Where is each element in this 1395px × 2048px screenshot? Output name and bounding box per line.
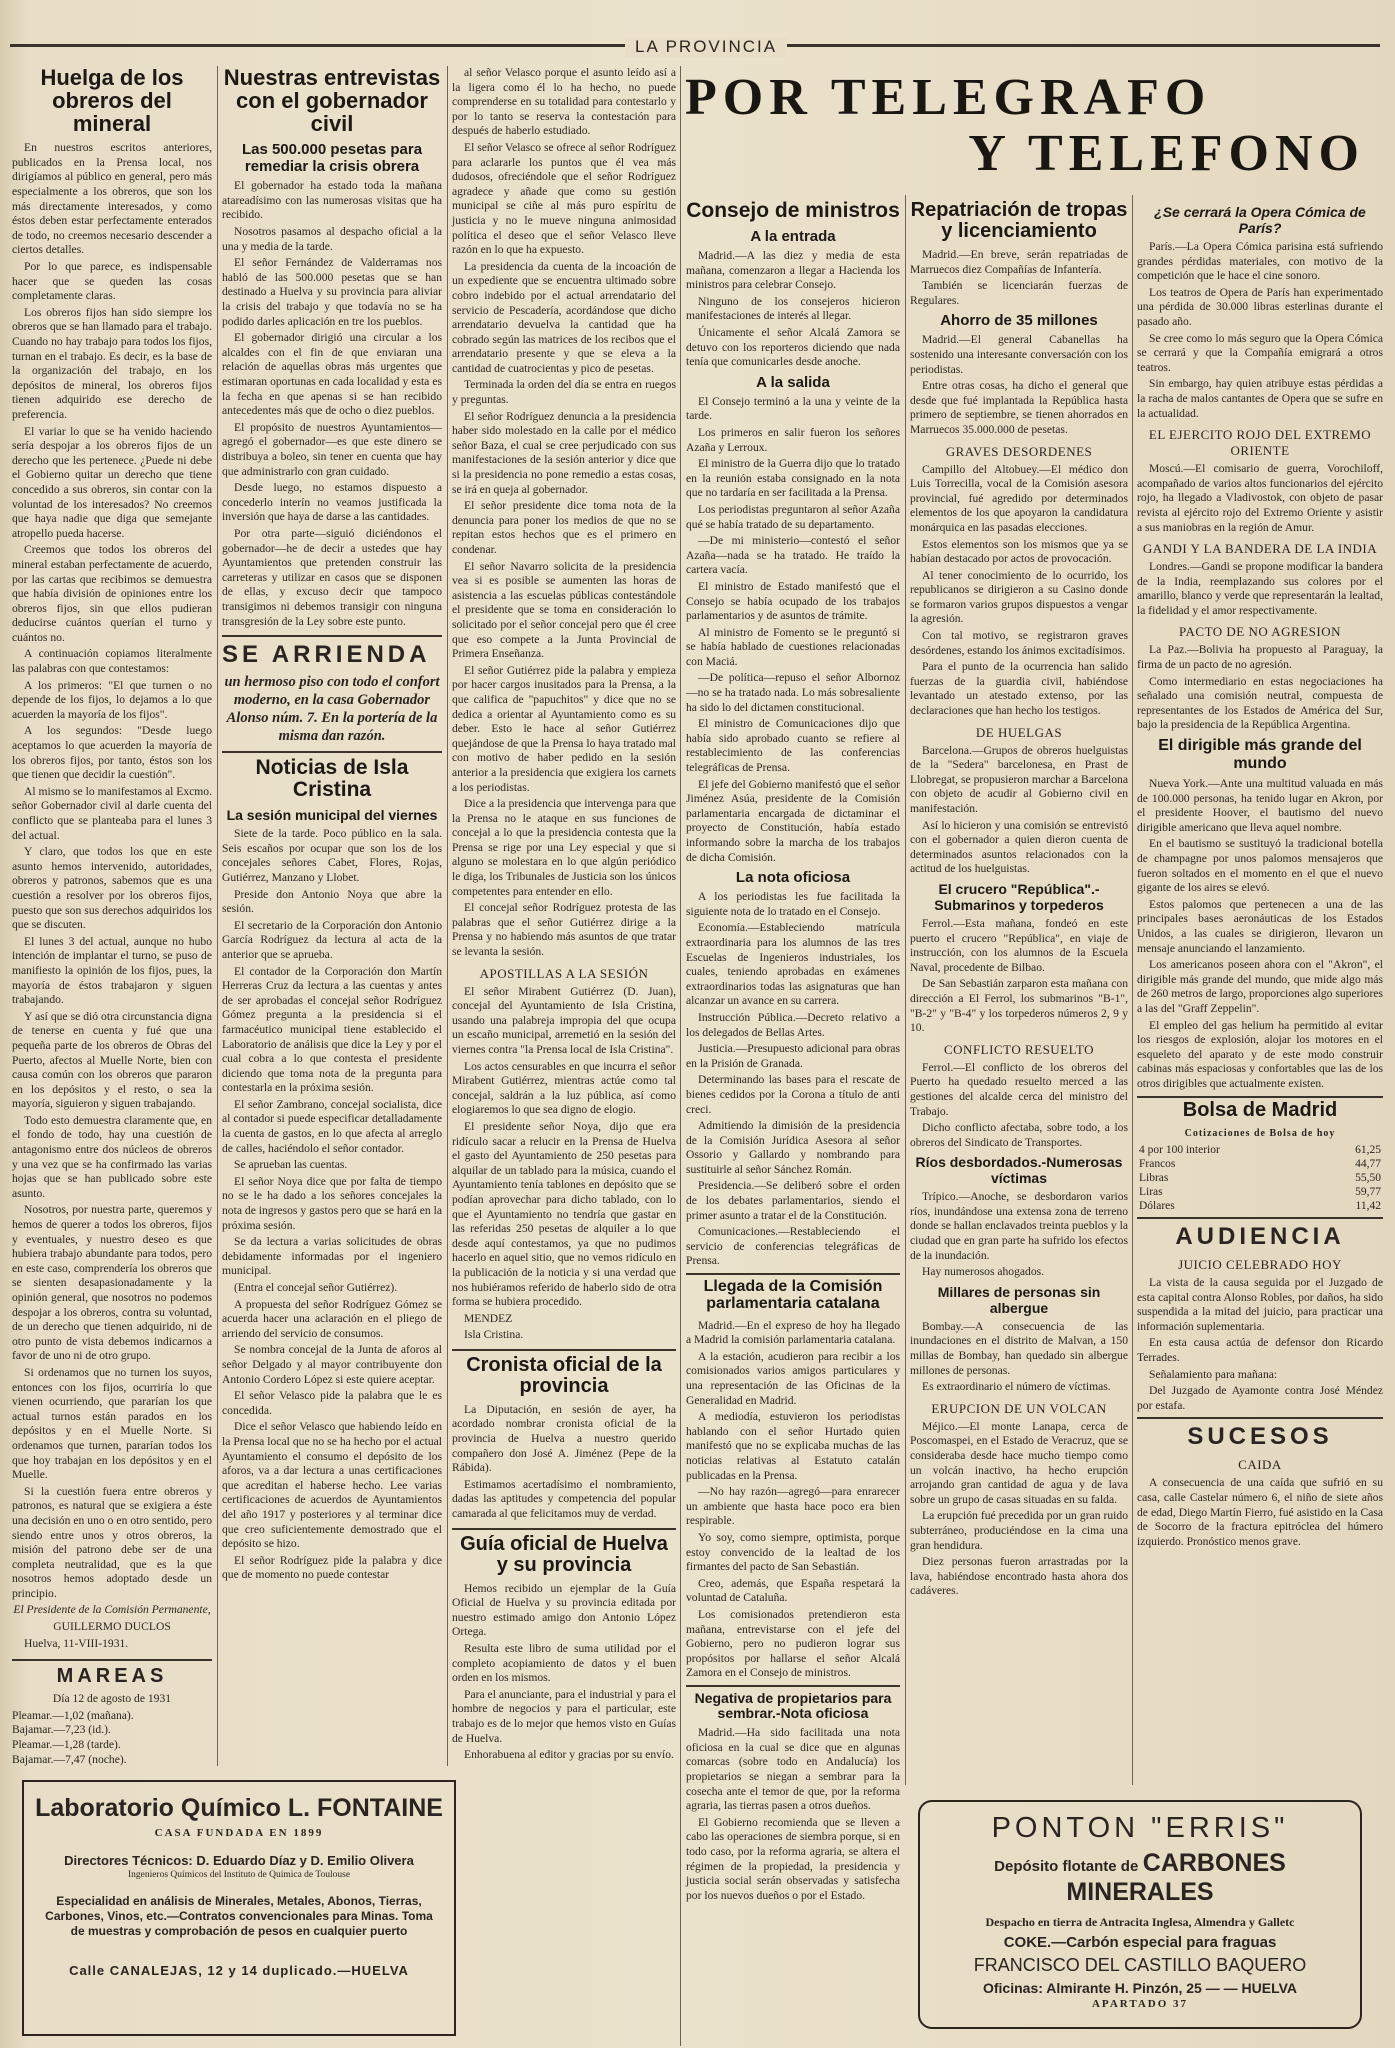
fontaine-title: Laboratorio Químico L. FONTAINE xyxy=(35,1794,443,1822)
paragraph: El concejal señor Rodríguez protesta de las palabras que el señor Gutiérrez dirige a la Prensa y no habiendo más asuntos de que tratar se levanta la sesión. xyxy=(452,901,676,959)
marea-row: Pleamar.—1,28 (tarde). xyxy=(12,1738,121,1752)
paragraph: En nuestros escritos anteriores, publicados en la Prensa local, nos dirigíamos al público en general, pero más especialmente a los obreros, que son los más directamente interesados, y como éstos deben estar perfectamente enterados de todo, no creemos necesario descender a ciertos detalles. xyxy=(12,141,212,257)
paragraph: Hemos recibido un ejemplar de la Guía Oficial de Huelva y su provincia editada por nuestro estimado amigo don Antonio López Ortega. xyxy=(452,1581,676,1639)
paragraph: Los americanos poseen ahora con el "Akron", el dirigible más grande del mundo, que mide algo más de 260 metros de largo, proporciones algo superiores a las del "Graff Zeppelin". xyxy=(1137,958,1383,1015)
paragraph: Dice el señor Velasco que habiendo leído en la Prensa local que no se ha hecho por el actual Ayuntamiento el consumo el depósito de los aforos, va a dar lectura a unas certificaciones que acreditan el haberse hecho. Lee varias certificaciones de acuerdos de Ayuntamientos del año 1917 y posteriores y al terminar dice que creo suficientemente demostrado que el depósito se hizo. xyxy=(222,1420,442,1551)
paragraph: A continuación copiamos literalmente las palabras con que contestamos: xyxy=(12,647,212,676)
column-4 xyxy=(686,199,900,1902)
mareas-date: Día 12 de agosto de 1931 xyxy=(52,1692,172,1706)
article-title-entrevistas: Nuestras entrevistas con el gobernador civil xyxy=(223,65,441,137)
fontaine-directors-sub: Ingenieros Químicos del Instituto de Química de Toulouse xyxy=(127,1870,351,1880)
erris-line-1: Despacho en tierra de Antracita Inglesa, Almendra y Galletc xyxy=(985,1915,1295,1929)
erris-line-3: FRANCISCO DEL CASTILLO BAQUERO xyxy=(973,1955,1307,1975)
opera-body xyxy=(1137,240,1383,421)
paragraph: La erupción fué precedida por un gran ruido subterráneo, produciéndose en la cima una gran hendidura. xyxy=(910,1509,1128,1552)
paragraph: —De política—repuso el señor Albornoz—no se ha tratado nada. Lo más sobresaliente ha sido lo del dictamen constitucional. xyxy=(686,671,900,714)
masthead-title: LA PROVINCIA xyxy=(625,37,787,57)
llegada-body xyxy=(686,1319,900,1681)
paragraph: Madrid.—En breve, serán repatriadas de Marruecos diez Compañías de Infantería. xyxy=(910,248,1128,276)
audiencia-title: AUDIENCIA xyxy=(1175,1223,1345,1251)
paragraph: El propósito de nuestros Ayuntamientos—agregó el gobernador—es que este dinero se distribuya a boleo, sin tener en cuenta que hay que administrarlo con gran cuidado. xyxy=(222,420,442,478)
paragraph: Comunicaciones.—Restableciendo el servicio de conferencias telegráficas de Prensa. xyxy=(686,1225,900,1268)
article-body-guia xyxy=(452,1582,676,1763)
ad-text-se-arrienda: un hermoso piso con todo el confort moderno, en la casa Gobernador Alonso núm. 7. En la portería de la misma dan razón. xyxy=(224,674,440,745)
paragraph: En esta causa actúa de defensor don Ricardo Terrades. xyxy=(1137,1336,1383,1365)
paragraph: Por lo que parece, es indispensable hacer que se queden las cosas completamente claras. xyxy=(12,260,212,303)
bolsa-label: Libras xyxy=(1139,1172,1169,1185)
bolsa-row xyxy=(1137,1185,1383,1199)
paragraph: De San Sebastián zarparon esta mañana con dirección a El Ferrol, los submarinos "B-1", "B-2" y "B-4" y los torpederos números 2, 9 y 10. xyxy=(910,977,1128,1035)
paragraph: A los segundos: "Desde luego aceptamos lo que acuerden la mayoría de los obreros fijos, por tanto, éstos son los que tienen que decidir la cuestión". xyxy=(12,724,212,782)
marea-row: Pleamar.—1,02 (mañana). xyxy=(12,1708,134,1722)
article-title-llegada: Llegada de la Comisión parlamentaria catalana xyxy=(703,1278,883,1312)
masthead-rule xyxy=(10,37,1380,61)
subtitle-salida: A la salida xyxy=(756,373,830,391)
dirigible-body xyxy=(1137,777,1383,1091)
bolsa-value: 11,42 xyxy=(1355,1200,1381,1213)
paragraph: A propuesta del señor Rodríguez Gómez se acuerda hacer una aclaración en el pliego de arriendo del servicio de consumos. xyxy=(222,1297,442,1340)
paragraph: Preside don Antonio Noya que abre la sesión. xyxy=(222,887,442,916)
column-5 xyxy=(910,200,1128,1790)
negativa-body xyxy=(686,1726,900,1903)
paragraph: Diez personas fueron arrastradas por la lava, habiéndose encontrado hasta ahora dos cadáveres. xyxy=(910,1555,1128,1598)
article-body-entrevistas xyxy=(222,179,442,629)
paragraph: Al tener conocimiento de lo ocurrido, los republicanos se dirigieron a su Casino donde se formaron varios grupos dispuestos a vengar la agresión. xyxy=(910,568,1128,626)
paragraph: Madrid.—A las diez y media de esta mañana, comenzaron a llegar a Hacienda los ministros para celebrar Consejo. xyxy=(686,249,900,292)
paragraph: Ferrol.—Esta mañana, fondeó en este puerto el crucero "República", en viaje de instrucción, con los alumnos de la Escuela Naval, procedente de Bilbao. xyxy=(910,916,1128,974)
paragraph: Únicamente el señor Alcalá Zamora se detuvo con los reporteros diciendo que nada tenía que comunicarles desde anoche. xyxy=(686,326,900,369)
bolsa-label: Francos xyxy=(1139,1158,1176,1171)
erris-line-2: COKE.—Carbón especial para fraguas xyxy=(1003,1934,1277,1951)
paragraph: El Consejo terminó a la una y veinte de la tarde. xyxy=(686,394,900,423)
juicio-title: JUICIO CELEBRADO HOY xyxy=(1178,1257,1342,1273)
erris-subtitle-a: Depósito flotante de xyxy=(994,1858,1139,1875)
paragraph: Instrucción Pública.—Decreto relativo a los delegados de Bellas Artes. xyxy=(686,1010,900,1039)
marea-row: Bajamar.—7,23 (id.). xyxy=(12,1723,111,1737)
paragraph: Enhorabuena al editor y gracias por su envío. xyxy=(464,1748,674,1762)
column-divider xyxy=(905,195,906,1785)
paragraph: Todo esto demuestra claramente que, en el fondo de todo, hay una cuestión de antagonismo entre dos núcleos de obreros y una vez que se ha confirmado las varias hojas que se han publicado sobre este asunto. xyxy=(12,1113,212,1200)
audiencia-body xyxy=(1137,1276,1383,1413)
paragraph: El señor Velasco se ofrece al señor Rodríguez para aclararle los puntos que él vea más dudosos, ofreciéndole que el señor Rodríguez agradece y añade que como su gestión municipal se ciñe al más puro espíritu de justicia y no le mueve ninguna animosidad política el deseo que el señor Velasco lleve razón en lo que ha expuesto. xyxy=(452,140,676,257)
paragraph: La vista de la causa seguida por el Juzgado de esta capital contra Alonso Robles, por daños, ha sido suspendida a la mitad del juicio, para practicar una información suplementaria. xyxy=(1137,1276,1383,1333)
bolsa-label: 4 por 100 interior xyxy=(1139,1144,1220,1157)
subtitle-crucero: El crucero "República".-Submarinos y torpederos xyxy=(934,880,1104,913)
paragraph: Como intermediario en estas negociaciones ha señalado una comisión neutral, compuesta de representantes de los Estados de América del Sur, bajo la presidencia de la República Argentina. xyxy=(1137,674,1383,732)
column-3 xyxy=(452,66,676,2046)
paragraph: Creo, además, que España respetará la voluntad de Cataluña. xyxy=(686,1576,900,1605)
repatriacion-body xyxy=(910,248,1128,308)
paragraph: al señor Velasco porque el asunto leído así a la ligera como él lo ha hecho, no puede comprenderse en su totalidad para contestarlo y por lo tanto se reserva la contestación para después de haberlo estudiado. xyxy=(452,66,676,138)
paragraph: El señor presidente dice toma nota de la denuncia para poner los medios de que no se repitan estos hechos que es el primero en condenar. xyxy=(452,499,676,556)
paragraph: Determinando las bases para el rescate de bienes cedidos por la Corona a título de anti creci. xyxy=(686,1073,900,1116)
paragraph: Ferrol.—El conflicto de los obreros del Puerto ha quedado resuelto merced a las gestiones del alcalde cerca del ministro del Trabajo. xyxy=(910,1060,1128,1118)
paragraph: Estos elementos son los mismos que ya se habían destacado por actos de provocación. xyxy=(910,537,1128,566)
ad-laboratorio-fontaine xyxy=(22,1780,456,2036)
erris-line-5: APARTADO 37 xyxy=(1091,1998,1189,2010)
paragraph: Londres.—Gandi se propone modificar la bandera de la India, reemplazando sus colores por el amarillo, blanco y verde que representarán la lealtad, la fidelidad y el amor respectivamente. xyxy=(1137,560,1383,617)
paragraph: Isla Cristina. xyxy=(464,1328,524,1342)
ejercito-body xyxy=(1137,462,1383,535)
subtitle-ejercito: EL EJERCITO ROJO DEL EXTREMO ORIENTE xyxy=(1148,427,1372,459)
conflicto-body xyxy=(910,1061,1128,1151)
paragraph: Para el punto de la ocurrencia han salido fuerzas de la guardia civil, habiéndose levantado un atestado extenso, por las declaraciones que han hecho los testigos. xyxy=(910,660,1128,718)
paragraph: A mediodía, estuvieron los periodistas hablando con el señor Hurtado quien manifestó que no se explicaba muchas de las noticias relativas al Estatuto catalán publicadas en la Prensa. xyxy=(686,1410,900,1482)
paragraph: El gobernador ha estado toda la mañana atareadísimo con las numerosas visitas que ha recibido. xyxy=(222,179,442,222)
paragraph: El jefe del Gobierno manifestó que el señor Jiménez Asúa, presidente de la Comisión parlamentaria encargada de dictaminar el proyecto de Constitución, había estado informando sobre la marcha de los trabajos de dicha Comisión. xyxy=(686,777,900,864)
paragraph: Los obreros fijos han sido siempre los obreros que se han llamado para el trabajo. Cuando no hay trabajo para todos los fijos, turnan en el trabajo. Es decir, es la base de la organización del trabajo, en los depósitos de mineral, los obreros fijos tienen adquirido ese derecho de preferencia. xyxy=(12,305,212,421)
paragraph: El señor Gutiérrez pide la palabra y empieza por hacer cargos inusitados para la Prensa, a la que califica de "papuchitos" y dice que no se dedica a orientar al Ayuntamiento como es su deber. Esto le hace al señor Gutiérrez quejándose de que la Prensa lo haya tratado mal con motivo de haber pedido en la sesión anterior a la presidencia que exigiera los carnets a los periodistas. xyxy=(452,663,676,794)
graves-body xyxy=(910,463,1128,719)
paragraph: A la estación, acudieron para recibir a los comisionados varios amigos particulares y una representación de las Oficinas de la Generalidad en Madrid. xyxy=(686,1349,900,1407)
column-6 xyxy=(1137,200,1383,1790)
paragraph: Barcelona.—Grupos de obreros huelguistas de la "Sedera" barcelonesa, en Prast de Llobregat, se propusieron marchar a Barcelona con objeto de acudir al Gobierno civil en manifestación. xyxy=(910,743,1128,815)
paragraph: El señor Rodríguez pide la palabra y dice que de momento no puede contestar xyxy=(222,1553,442,1582)
paragraph: El lunes 3 del actual, aunque no hubo intención de implantar el turno, se puso de manifiesto la opinión de los fijos, pues, la mayoría de éstos trabajaron y siguen trabajando. xyxy=(12,934,212,1007)
marea-row: Bajamar.—7,47 (noche). xyxy=(12,1752,127,1766)
paragraph: Nueva York.—Ante una multitud valuada en más de 100.000 personas, ha tenido lugar en Akron, por el presidente Hoover, el bautismo del nuevo dirigible americano que lleva aquel nombre. xyxy=(1137,777,1383,834)
subtitle-erupcion: ERUPCION DE UN VOLCAN xyxy=(931,1400,1107,1416)
paragraph: Los actos censurables en que incurra el señor Mirabent Gutiérrez, mientras actúe como tal concejal, saldrán a la luz pública, así como elogiaremos lo que sea digno de elogio. xyxy=(452,1059,676,1117)
mareas-list xyxy=(12,1709,212,1767)
signature-name: GUILLERMO DUCLOS xyxy=(53,1620,171,1634)
subtitle-entrada: A la entrada xyxy=(750,228,836,246)
bolsa-row xyxy=(1137,1199,1383,1213)
paragraph: Al mismo se lo manifestamos al Excmo. señor Gobernador civil al darle cuenta del conflicto que se planteaba para el lunes 3 del actual. xyxy=(12,784,212,842)
paragraph: El señor Zambrano, concejal socialista, dice al contador si puede especificar detalladamente la cuenta de gastos, en lo que afecta al arreglo de calles, haciéndolo el señor contador. xyxy=(222,1097,442,1155)
bolsa-table xyxy=(1137,1143,1383,1213)
article-title-cronista: Cronista oficial de la provincia xyxy=(466,1353,662,1397)
paragraph: Es extraordinario el número de víctimas. xyxy=(922,1380,1111,1394)
subtitle-huelgas: DE HUELGAS xyxy=(975,724,1063,740)
subtitle-ahorro: Ahorro de 35 millones xyxy=(940,312,1098,330)
paragraph: Madrid.—Ha sido facilitada una nota oficiosa en la cual se dice que en algunas comarcas (sobre todo en Andalucía) los propietarios se niegan a sembrar para la cosecha ante el temor de que, por la reforma agraria, las tierras pasen a otros dueños. xyxy=(686,1726,900,1813)
paragraph: El señor Velasco pide la palabra que le es concedida. xyxy=(222,1389,442,1417)
salida-body xyxy=(686,395,900,865)
subtitle-millares: Millares de personas sin albergue xyxy=(937,1283,1101,1316)
paragraph: Si la cuestión fuera entre obreros y patronos, es natural que se exigiera a éste una decisión en uno o en otro sentido, pero siendo entre unos y otros obreros, la misión del patrono debe ser de una completa neutralidad, que es la que nosotros hemos adoptado desde un principio. xyxy=(12,1484,212,1600)
pacto-body xyxy=(1137,643,1383,733)
bolsa-row xyxy=(1137,1143,1383,1157)
paragraph: Para el anunciante, para el industrial y para el hombre de negocios y para el particular, este trabajo es de lo mejor que hemos visto en Guías de Huelva. xyxy=(452,1687,676,1745)
rios-body xyxy=(910,1190,1128,1280)
paragraph: —No hay razón—agregó—para enrarecer un ambiente que hasta hace poco era bien respirable. xyxy=(686,1485,900,1528)
article-subtitle-isla: La sesión municipal del viernes xyxy=(226,807,438,824)
fontaine-specialty: Especialidad en análisis de Minerales, Metales, Abonos, Tierras, Carbones, Vinos, etc.—Contratos convencionales para Minas. Toma de muestras y comprobación de pesos en cualquier puerto xyxy=(45,1894,433,1938)
paragraph: Dicho conflicto afectaba, sobre todo, a los obreros del Sindicato de Transportes. xyxy=(910,1121,1128,1149)
nota-body xyxy=(686,890,900,1269)
paragraph: Se nombra concejal de la Junta de aforos al señor Delgado y al mayor contribuyente don Antonio Cordero López si este quiere aceptar. xyxy=(222,1343,442,1386)
paragraph: Desde luego, no estamos dispuesto a concederlo interín no veamos justificada la inversión que haya de darse a las cantidades. xyxy=(222,481,442,524)
paragraph: El señor Fernández de Valderramas nos habló de las 500.000 pesetas que se han destinado a Huelva y su provincia para aliviar la crisis del trabajo y que todavía no se ha podido darles aplicación en tre los pueblos. xyxy=(222,256,442,328)
article-title-huelga: Huelga de los obreros del mineral xyxy=(40,65,184,137)
paragraph: Resulta este libro de suma utilidad por el completo acopiamiento de datos y el buen orden en los mismos. xyxy=(452,1642,676,1685)
sucesos-body xyxy=(1137,1476,1383,1549)
paragraph: —De mi ministerio—contestó el señor Azaña—nada se ha tratado. He traído la cartera vacía. xyxy=(686,534,900,577)
paragraph: Los primeros en salir fueron los señores Azaña y Lerroux. xyxy=(686,425,900,454)
paragraph: Así lo hicieron y una comisión se entrevistó con el gobernador a quien dieron cuenta de determinados asuntos relacionados con la actitud de los huelguistas. xyxy=(910,818,1128,876)
article-subtitle-entrevistas: Las 500.000 pesetas para remediar la crisis obrera xyxy=(241,141,423,176)
column-divider xyxy=(447,66,448,1766)
paragraph: Justicia.—Presupuesto adicional para obras en la Prisión de Granada. xyxy=(686,1042,900,1070)
paragraph: Economía.—Estableciendo matrícula extraordinaria para los alumnos de las tres Escuelas de Ingenieros industriales, los cuales, teniendo aprobadas en exámenes extraordinarios todas las asignaturas que han alcanzar un avance en su carrera. xyxy=(686,921,900,1008)
paragraph: En el bautismo se sustituyó la tradicional botella de champagne por unos palomos mensajeros que fueron soltados en el momento en el que el nuevo gigante de los aires se elevó. xyxy=(1137,837,1383,895)
paragraph: Entre otras cosas, ha dicho el general que desde que fué implantada la República hasta primero de septiembre, se tienen ahorrados en Marruecos 35.000.000 de pesetas. xyxy=(910,379,1128,436)
paragraph: Los teatros de Opera de París han experimentado una pérdida de 30.000 libras esterlinas durante el pasado año. xyxy=(1137,285,1383,328)
paragraph: A los periodistas les fue facilitada la siguiente nota de lo tratado en el Consejo. xyxy=(686,890,900,918)
fontaine-founded: CASA FUNDADA EN 1899 xyxy=(154,1827,324,1839)
paragraph: Por otra parte—siguió diciéndonos el gobernador—he de decir a ustedes que hay Ayuntamientos que pretenden construir las carreteras y utilizar en casos que se disponen de ellas, y excuso decir que tampoco transigimos ni debemos transigir con ninguna transgresión de la Ley sobre este punto. xyxy=(222,526,442,628)
banner-line-1: POR TELEGRAFO xyxy=(685,69,1212,126)
bolsa-title: Bolsa de Madrid xyxy=(1182,1098,1338,1121)
paragraph: Si ordenamos que no turnen los suyos, entonces con los fijos, ocurriría lo que vienen ocurriendo, que pararían los que actual turnos están parados en los depósitos y en el Muelle Norte. Si ordenamos que turnen, pararían todos los que hoy trabajan en los depósitos y en el Muelle. xyxy=(12,1365,212,1482)
paragraph: Se da lectura a varias solicitudes de obras debidamente informadas por el ingeniero municipal. xyxy=(222,1235,442,1278)
paragraph: Madrid.—En el expreso de hoy ha llegado a Madrid la comisión parlamentaria catalana. xyxy=(686,1318,900,1347)
fontaine-directors: Directores Técnicos: D. Eduardo Díaz y D. Emilio Olivera xyxy=(64,1853,414,1868)
ahorro-body xyxy=(910,333,1128,437)
paragraph: Bombay.—A consecuencia de las inundaciones en el distrito de Malvan, a 150 millas de Bombay, han quedado sin albergue millones de personas. xyxy=(910,1319,1128,1377)
paragraph: Estos palomos que pertenecen a una de las principales bases aeronáuticas de los Estados Unidos, a las cuales se dirigieron, llevaron un mensaje anunciando el lanzamiento. xyxy=(1137,897,1383,955)
paragraph: La Diputación, en sesión de ayer, ha acordado nombrar cronista oficial de la provincia de Huelva a nuestro querido compañero don José A. Jiménez (Pepe de la Rábida). xyxy=(452,1402,676,1475)
erupcion-body xyxy=(910,1420,1128,1599)
subtitle-nota: La nota oficiosa xyxy=(735,869,851,887)
paragraph: Estimamos acertadísimo el nombramiento, dadas las aptitudes y competencia del popular camarada al que felicitamos muy de verdad. xyxy=(452,1477,676,1521)
signature-role: El Presidente de la Comisión Permanente, xyxy=(13,1603,211,1617)
apostillas-body xyxy=(452,985,676,1343)
paragraph: El variar lo que se ha venido haciendo sería despojar a los obreros fijos de un derecho que les pertenece. ¿Puede ni debe el Gobierno quitar un derecho que tiene concedido a sus obreros, sin contar con la voluntad de los interesados? No creemos que haya nadie que diga que semejante atropello pueda hacerse. xyxy=(12,424,212,540)
bolsa-header: Cotizaciones de Bolsa de hoy xyxy=(1184,1127,1336,1139)
paragraph: Admitiendo la dimisión de la presidencia de la Comisión Jurídica Asesora al señor Ossorio y Gallardo y nombrando para sustituirle al señor Sánchez Román. xyxy=(686,1119,900,1176)
bolsa-value: 44,77 xyxy=(1355,1158,1381,1171)
paragraph: Del Juzgado de Ayamonte contra José Méndez por estafa. xyxy=(1137,1384,1383,1412)
article-title-negativa: Negativa de propietarios para sembrar.-Nota oficiosa xyxy=(694,1689,892,1721)
article-title-guia: Guía oficial de Huelva y su provincia xyxy=(460,1532,668,1576)
paragraph: Presidencia.—Se deliberó sobre el orden de los debates parlamentarios, siendo el primer asunto a tratar el de la Constitución. xyxy=(686,1179,900,1222)
article-title-opera: ¿Se cerrará la Opera Cómica de París? xyxy=(1154,204,1366,236)
column-divider xyxy=(217,66,218,1766)
paragraph: El ministro de Estado manifestó que el Consejo se había ocupado de los trabajos parlamentarios y de asuntos de trámite. xyxy=(686,579,900,623)
bolsa-row xyxy=(1137,1171,1383,1185)
paragraph: El Gobierno recomienda que se lleven a cabo las operaciones de siembra porque, si en todo caso, por la reforma agraria, se altera el régimen de la propiedad, la presidencia y justicia social serán observadas y satisfecha por los nuevos dueños o por el Estado. xyxy=(686,1815,900,1902)
paragraph: Trípico.—Anoche, se desbordaron varios ríos, inundándose una extensa zona de terreno donde se hallan enclavados treinta pueblos y la ciudad que en gran parte ha sufrido los efectos de la inundación. xyxy=(910,1190,1128,1262)
gandi-body xyxy=(1137,560,1383,618)
paragraph: Nosotros, por nuestra parte, queremos y hemos de querer a todos los obreros, fijos y eventuales, y nuestro deseo es que hubiera trabajo abundante para todos, pero en este caso, comprendería los obreros que se sienten desapasionadamente y la opinión general, que nosotros no podemos despojar a los obreros, contra su voluntad, de un derecho que tienen adquirido, ni de otro punto de vista debemos indicarnos a favor de uno ni de otro grupo. xyxy=(12,1203,212,1363)
paragraph: Creemos que todos los obreros del mineral estaban perfectamente de acuerdo, por las cartas que recibimos se demuestra que había división de opiniones entre los obreros fijos, sin que ellos pudieran deducirse cuántos querían el turno y cuántos no. xyxy=(12,543,212,644)
signature-date: Huelva, 11-VIII-1931. xyxy=(24,1636,129,1650)
bolsa-row xyxy=(1137,1157,1383,1171)
erris-title: PONTON "ERRIS" xyxy=(991,1812,1289,1844)
bolsa-value: 59,77 xyxy=(1355,1186,1381,1199)
paragraph: Dice a la presidencia que intervenga para que la Prensa no le ataque en sus funciones de concejal a lo que la presidencia contesta que la Prensa se rige por una Ley especial y que si alguno se molestara en lo que algún periódico le diga, los Tribunales de Justicia son los únicos competentes para entender en ello. xyxy=(452,797,676,898)
article-body-isla xyxy=(222,827,442,1583)
paragraph: Campillo del Altobuey.—El médico don Luis Torrecilla, vocal de la Comisión asesora provincial, fué agredido por determinados elementos de los que apoyaron la candidatura monárquica en las pasadas elecciones. xyxy=(910,462,1128,534)
bolsa-value: 55,50 xyxy=(1355,1172,1381,1185)
paragraph: El presidente señor Noya, dijo que era ridículo sacar a relucir en la Prensa de Huelva el gasto del Ayuntamiento de 250 pesetas para alquilar de un tablado para la música, cuando el Ayuntamiento tenía tablones en depósito que se podían aprovechar para dicho tablado, con lo que el Ayuntamiento no tendría que gastar en las referidas 250 pesetas de alquiler a lo que desde aquí contestamos, ya que no pudimos hacerlo en aquel sitio, que no vemos ridículo en la publicación de la noticia y si una verdad que nos hubiéramos referido de haberlo sido de otra forma se hubiera procedido. xyxy=(452,1119,676,1309)
apostillas-title: APOSTILLAS A LA SESIÓN xyxy=(479,965,649,981)
column-divider xyxy=(1132,195,1133,1785)
bolsa-value: 61,25 xyxy=(1355,1144,1381,1157)
paragraph: A los primeros: "El que turnen o no depende de los fijos, lo dejamos a lo que acuerden la mayoría de los fijos". xyxy=(12,678,212,721)
article-title-isla: Noticias de Isla Cristina xyxy=(255,756,409,802)
paragraph: Méjico.—El monte Lanapa, cerca de Poscomaspei, en el Estado de Veracruz, que se consideraba desde hace mucho tiempo como un volcán inactivo, ha hecho erupción arrojando gran cantidad de agua y de lava sobre un grupo de casas situadas en su falda. xyxy=(910,1419,1128,1506)
paragraph: Al ministro de Fomento se le preguntó si se había hablado de cuestiones relacionadas con Maciá. xyxy=(686,625,900,668)
subtitle-pacto: PACTO DE NO AGRESION xyxy=(1178,624,1342,640)
paragraph: El señor Navarro solicita de la presidencia vea si es posible se aumenten las horas de asistencia a las escuelas públicas contestándole el presidente que se toma en consideración lo solicitado por el señor concejal pero que él cree que eso compete a la Junta Provincial de Primera Enseñanza. xyxy=(452,559,676,661)
subtitle-gandi: GANDI Y LA BANDERA DE LA INDIA xyxy=(1142,541,1378,557)
article-body-isla-cont xyxy=(452,66,676,960)
paragraph: Los periodistas preguntaron al señor Azaña qué se había tratado de su departamento. xyxy=(686,502,900,531)
caida-title: CAIDA xyxy=(1238,1457,1282,1473)
paragraph: Los comisionados pretendieron esta mañana, entrevistarse con el jefe del Gobierno, pero no pudieron lograr sus propósitos por hallarse el señor Alcalá Zamora en el Consejo de ministros. xyxy=(686,1607,900,1680)
huelgas-body xyxy=(910,744,1128,877)
paragraph: El señor Noya dice que por falta de tiempo no se le ha dado a los señores concejales la nota de ingresos y gastos pero que se hará en la próxima sesión. xyxy=(222,1174,442,1232)
subtitle-rios: Ríos desbordados.-Numerosas víctimas xyxy=(915,1154,1123,1187)
article-title-consejo: Consejo de ministros xyxy=(686,199,900,222)
paragraph: El gobernador dirigió una circular a los alcaldes con el fin de que enviaran una relación de aquellas obras más urgentes que estimaran oportunas en cada localidad y esta es la fecha en que apenas si se han recibido antecedentes más que de ocho o diez pueblos. xyxy=(222,331,442,418)
paragraph: Yo soy, como siempre, optimista, porque estoy convencido de la lealtad de los firmantes del pacto de San Sebastián. xyxy=(686,1530,900,1574)
column-2 xyxy=(222,66,442,1766)
article-title-repatriacion: Repatriación de tropas y licenciamiento xyxy=(910,199,1128,242)
paragraph: Hay numerosos ahogados. xyxy=(922,1265,1045,1279)
paragraph: Con tal motivo, se registraron graves desórdenes, estando los ánimos excitadísimos. xyxy=(910,629,1128,657)
paragraph: El secretario de la Corporación don Antonio García Rodríguez da lectura al acta de la anterior que se aprueba. xyxy=(222,918,442,961)
paragraph: El ministro de Comunicaciones dijo que había sido aprobado cuanto se refiere al restablecimiento de las conferencias telegráficas de Prensa. xyxy=(686,717,900,775)
paragraph: Y así que se dió otra circunstancia digna de tenerse en cuenta y fué que una pequeña parte de los obreros de Obras del Puerto, afectos al Muelle Norte, bien con causa común con los obreros que pararon en los depósitos y el resto, o sea la mayoría, siguieron y siguen trabajando. xyxy=(12,1009,212,1111)
paragraph: Madrid.—El general Cabanellas ha sostenido una interesante conversación con los periodistas. xyxy=(910,333,1128,376)
section-banner-telegrafo xyxy=(685,68,1375,188)
paragraph: Siete de la tarde. Poco público en la sala. Seis escaños por ocupar que son los de los concejales señores Cabet, Flores, Rojas, Gutiérrez, Manzano y Llobet. xyxy=(222,827,442,884)
paragraph: París.—La Opera Cómica parisina está sufriendo grandes pérdidas materiales, con motivo de la competición que le hace el cine sonoro. xyxy=(1137,240,1383,283)
paragraph: Moscú.—El comisario de guerra, Vorochiloff, acompañado de varios altos funcionarios del ejército rojo, ha llegado a Vladivostok, con objeto de pasar revista al ejército rojo del Extremo Oriente y asistir a sus maniobras en la región de Amur. xyxy=(1137,462,1383,534)
paragraph: MENDEZ xyxy=(464,1311,513,1325)
paragraph: A consecuencia de una caída que sufrió en su casa, calle Castelar número 6, el niño de siete años de edad, Diego Martín Fierro, fué asistido en la Casa de Socorro de la fractura epitróclea del húmero izquierdo. Pronóstico menos grave. xyxy=(1137,1476,1383,1548)
paragraph: El contador de la Corporación don Martín Herreras Cruz da lectura a las cuentas y antes de ser aprobadas el concejal señor Rodríguez Gómez pregunta a la presidencia si el farmacéutico municipal tiene establecido el Laboratorio de análisis que dice la Ley y por el cual cobra a lo que contesta el presidente diciendo que toma nota de la pregunta para contestarla en la próxima sesión. xyxy=(222,964,442,1095)
mareas-title: MAREAS xyxy=(56,1665,168,1688)
paragraph: Se cree como lo más seguro que la Opera Cómica se cerrará y que la Compañía emigrará a otros teatros. xyxy=(1137,331,1383,374)
paragraph: El señor Rodríguez denuncia a la presidencia haber sido molestado en la calle por el médico señor Baza, el cual se cree perjudicado con sus manifestaciones de la sesión anterior y dice que si la presidencia no pone remedio a estas cosas, se irá en queja al gobernador. xyxy=(452,409,676,496)
article-body-cronista xyxy=(452,1403,676,1522)
paragraph: El empleo del gas helium ha permitido al evitar los riesgos de explosión, alojar los motores en el esqueleto del aparato y de este modo construir cabinas más espaciosas y confortables que las de los otros dirigibles que actualmente existen. xyxy=(1137,1018,1383,1090)
millares-body xyxy=(910,1320,1128,1395)
paragraph: (Entra el concejal señor Gutiérrez). xyxy=(234,1281,398,1294)
bolsa-label: Dólares xyxy=(1139,1200,1175,1213)
entrada-body xyxy=(686,249,900,370)
paragraph: El ministro de la Guerra dijo que lo tratado en la reunión estaba consignado en la nota que no tardaría en ser facilitada a la Prensa. xyxy=(686,457,900,500)
erris-subtitle-b: CARBONES MINERALES xyxy=(1066,1849,1286,1906)
ad-ponton-erris xyxy=(918,1800,1362,2029)
paragraph: El señor Mirabent Gutiérrez (D. Juan), concejal del Ayuntamiento de Isla Cristina, usando una palabreja impropia del que ocupa un escaño municipal, arremetió en la sesión del viernes contra "la Prensa local de Isla Cristina". xyxy=(452,984,676,1056)
paragraph: La Paz.—Bolivia ha propuesto al Paraguay, la firma de un pacto de no agresión. xyxy=(1137,643,1383,672)
bolsa-label: Liras xyxy=(1139,1186,1163,1199)
erris-subtitle xyxy=(920,1849,1360,1907)
paragraph: Señalamiento para mañana: xyxy=(1149,1367,1278,1381)
paragraph: Sin embargo, hay quien atribuye estas pérdidas a la racha de malos cantantes de Opera que se sufre en la actualidad. xyxy=(1137,377,1383,420)
article-title-dirigible: El dirigible más grande del mundo xyxy=(1158,737,1362,773)
paragraph: También se licenciarán fuerzas de Regulares. xyxy=(910,279,1128,307)
paragraph: Terminada la orden del día se entra en ruegos y preguntas. xyxy=(452,378,676,407)
subtitle-graves: GRAVES DESORDENES xyxy=(945,443,1093,459)
paragraph: Nosotros pasamos al despacho oficial a la una y media de la tarde. xyxy=(222,225,442,253)
paragraph: Y claro, que todos los que en este asunto hemos intervenido, autoridades, obreros y patronos, sabemos que es una cuestión a resolver por los obreros fijos, puesto que son sus derechos adquiridos los que se discuten. xyxy=(12,845,212,932)
banner-line-2: Y TELEFONO xyxy=(968,125,1365,182)
ad-title-se-arrienda: SE ARRIENDA xyxy=(222,641,431,669)
sucesos-title: SUCESOS xyxy=(1187,1423,1333,1451)
paragraph: La presidencia da cuenta de la incoación de un expediente que se encuentra ultimado sobre cobro indebido por el actual arrendatario del servicio de Pescadería, acordándose que dicho arrendatario devuelva la cantidad que ha cobrado según las matrices de los recibos que el arrendatario presente y que se eleva a la cantidad de cuatrocientas y pico de pesetas. xyxy=(452,259,676,375)
erris-line-4: Oficinas: Almirante H. Pinzón, 25 — — HUELVA xyxy=(982,1980,1297,1996)
paragraph: Ninguno de los consejeros hicieron manifestaciones de interés al llegar. xyxy=(686,294,900,323)
fontaine-address: Calle CANALEJAS, 12 y 14 duplicado.—HUELVA xyxy=(69,1963,409,1978)
article-body-huelga xyxy=(12,141,212,1601)
column-divider xyxy=(680,66,681,2046)
column-1 xyxy=(12,66,212,1766)
crucero-body xyxy=(910,917,1128,1036)
paragraph: Se aprueban las cuentas. xyxy=(234,1158,348,1172)
subtitle-conflicto: CONFLICTO RESUELTO xyxy=(944,1041,1094,1057)
